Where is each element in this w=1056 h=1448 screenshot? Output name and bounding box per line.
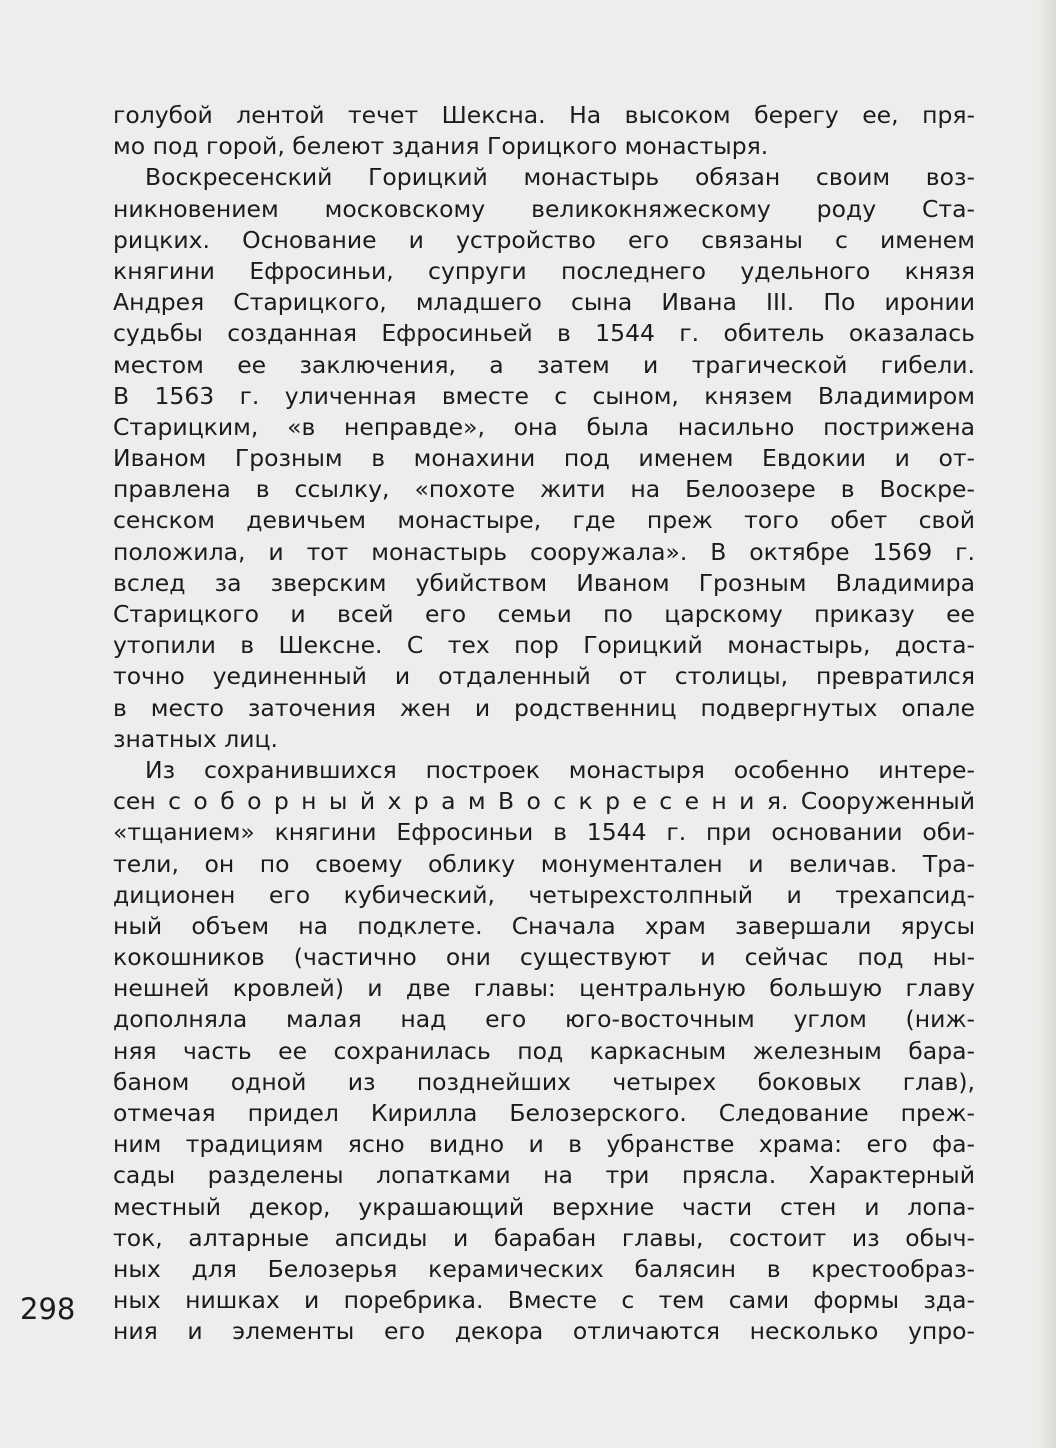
text-line: Воскресенский Горицкий монастырь обязан своим воз- [145,163,975,192]
text-line: правлена в ссылку, «похоте жити на Белоозере в Воскре- [113,475,975,504]
text-line: нешней кровлей) и две главы: центральную большую главу [113,974,975,1003]
text-line: сады разделены лопатками на три прясла. Характерный [113,1161,975,1190]
text-line: сен с о б о р н ы й х р а м В о с к р е с е н и я. Сооруженный [113,787,975,816]
text-line: утопили в Шексне. С тех пор Горицкий монастырь, доста- [113,631,975,660]
text-line: Старицкого и всей его семьи по царскому приказу ее [113,600,975,628]
text-line: местом ее заключения, а затем и трагической гибели. [113,350,975,379]
text-line: баном одной из позднейших четырех боковых глав), [113,1067,975,1096]
text-line: няя часть ее сохранилась под каркасным железным бара- [113,1036,975,1065]
text-line: дополняла малая над его юго-восточным углом (ниж- [113,1005,975,1034]
text-line: точно уединенный и отдаленный от столицы, превратился [113,662,975,691]
text-line: ния и элементы его декора отличаются несколько упро- [113,1317,975,1346]
text-line: ный объем на подклете. Сначала храм завершали ярусы [113,911,975,940]
text-line: тели, он по своему облику монументален и величав. Тра- [113,849,975,878]
text-line: никновением московскому великокняжескому роду Ста- [113,194,975,223]
text-line: знатных лиц. [113,724,279,753]
text-line: диционен его кубический, четырехстолпный и трехапсид- [113,880,975,909]
text-line: кокошников (частично они существуют и сейчас под ны- [113,943,975,972]
text-line: «тщанием» княгини Ефросиньи в 1544 г. при основании оби- [113,818,975,847]
text-line: судьбы созданная Ефросиньей в 1544 г. обитель оказалась [113,319,975,348]
text-line: сенском девичьем монастыре, где преж того обет свой [113,506,975,535]
text-line: Из сохранившихся построек монастыря особенно интере- [145,755,975,784]
text-line: местный декор, украшающий верхние части стен и лопа- [113,1192,975,1221]
text-line: рицких. Основание и устройство его связаны с именем [113,225,975,254]
text-line: В 1563 г. уличенная вместе с сыном, князем Владимиром [113,381,975,410]
text-line: Старицким, «в неправде», она была насильно пострижена [113,412,975,441]
page-number: 298 [20,1292,76,1326]
text-line: Иваном Грозным в монахини под именем Евдокии и от- [113,444,975,473]
body-text [113,100,975,1348]
text-line: вслед за зверским убийством Иваном Грозным Владимира [113,568,975,597]
text-line: мо под горой, белеют здания Горицкого монастыря. [113,132,769,161]
text-line: положила, и тот монастырь сооружала». В октябре 1569 г. [113,537,975,566]
text-line: Андрея Старицкого, младшего сына Ивана III. По иронии [113,288,975,317]
text-line: княгини Ефросиньи, супруги последнего удельного князя [113,256,975,285]
text-line: ных нишках и поребрика. Вместе с тем сами формы зда- [113,1286,975,1315]
page-edge-shadow [1038,0,1056,1448]
text-line: ним традициям ясно видно и в убранстве храма: его фа- [113,1130,975,1159]
text-line: ных для Белозерья керамических балясин в крестообраз- [113,1254,975,1283]
text-line: голубой лентой течет Шексна. На высоком берегу ее, пря- [113,101,975,129]
text-line: отмечая придел Кирилла Белозерского. Следование преж- [113,1099,975,1127]
text-line: ток, алтарные апсиды и барабан главы, состоит из обыч- [113,1223,975,1252]
text-line: в место заточения жен и родственниц подвергнутых опале [113,693,975,722]
